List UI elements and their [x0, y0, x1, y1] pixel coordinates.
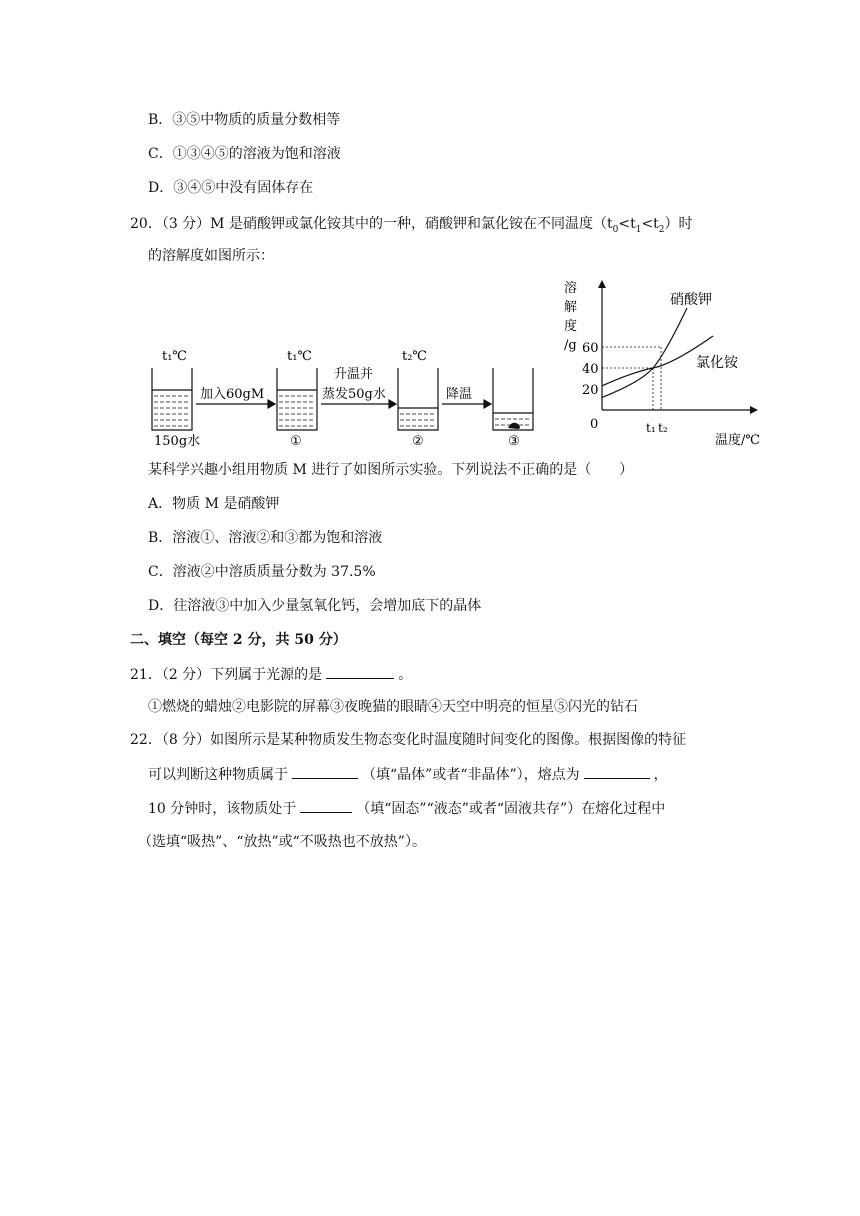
x-axis-arrow: [750, 406, 758, 414]
q20-option-b: [148, 528, 382, 548]
option-letter: A．: [148, 496, 173, 512]
beaker-0-label: 150g水: [154, 434, 201, 449]
q22-line3: [148, 798, 665, 819]
beaker-2-label: ②: [412, 434, 424, 449]
origin-label: 0: [590, 417, 599, 432]
q20-stem-line3: [148, 460, 633, 480]
y-axis-label: 解: [564, 300, 578, 315]
stem-text: （选填“吸热”、“放热”或“不吸热也不放热”）。: [138, 834, 426, 850]
y-tick-label: 20: [582, 383, 599, 398]
subscript: 1: [635, 224, 642, 235]
section-title-text: 二、填空（每空 2 分，共 50 分）: [130, 632, 347, 648]
y-axis-label: /g: [564, 338, 577, 353]
option-letter: B．: [148, 530, 173, 546]
q20-option-c: [148, 562, 376, 582]
beaker-0-temp: t₁℃: [162, 349, 187, 364]
y-axis-arrow: [598, 280, 606, 288]
stem-text: <t: [641, 216, 659, 232]
crystal-precipitate: [508, 423, 520, 429]
answer-blank-2[interactable]: [584, 764, 650, 779]
option-letter: B．: [148, 112, 173, 128]
beaker-2: [398, 368, 438, 430]
option-text: ③⑤中物质的质量分数相等: [172, 112, 341, 128]
option-letter: D．: [148, 180, 174, 196]
q22-line4: [138, 832, 426, 852]
q20-option-a: [148, 494, 279, 514]
y-tick-label: 40: [582, 362, 599, 377]
answer-blank-1[interactable]: [292, 764, 358, 779]
q20-stem-line1: [130, 214, 693, 240]
beaker-2-temp: t₂℃: [402, 349, 427, 364]
stem-text: 。: [398, 667, 413, 683]
arrow-1-label: 加入60gM: [200, 387, 265, 402]
beaker-3: [493, 368, 533, 430]
answer-blank[interactable]: [326, 664, 394, 679]
arrow-2-label-line2: 蒸发50g水: [322, 387, 386, 402]
option-text: ①③④⑤的溶液为饱和溶液: [172, 146, 341, 162]
question-number: 21．: [130, 667, 162, 683]
stem-text: （填“晶体”或者“非晶体”），熔点为: [362, 767, 580, 783]
option-letter: C．: [148, 146, 173, 162]
stem-text: 的溶解度如图所示：: [148, 248, 274, 264]
stem-text: （8 分）如图所示是某种物质发生物态变化时温度随时间变化的图像。根据图像的特征: [161, 732, 687, 748]
q19-option-c: [148, 144, 341, 164]
option-text: 往溶液③中加入少量氢氧化钙，会增加底下的晶体: [173, 598, 482, 614]
subscript: 2: [658, 224, 665, 235]
stem-text: （3 分）M 是硝酸钾或氯化铵其中的一种，硝酸钾和氯化铵在不同温度（t: [161, 216, 613, 232]
solubility-chart: [560, 278, 780, 448]
x-axis-label: 温度/℃: [715, 433, 760, 448]
series-label: 氯化铵: [696, 355, 738, 371]
y-tick-label: 60: [582, 341, 599, 356]
items-text: ①燃烧的蜡烛②电影院的屏幕③夜晚猫的眼睛④天空中明亮的恒星⑤闪光的钻石: [148, 699, 638, 715]
q19-option-d: [148, 178, 313, 198]
question-number: 20．: [130, 216, 162, 232]
stem-text: <t: [618, 216, 636, 232]
option-letter: D．: [148, 598, 174, 614]
stem-text: （2 分）下列属于光源的是: [161, 667, 323, 683]
beaker-1: [277, 368, 317, 430]
option-text: ③④⑤中没有固体存在: [173, 180, 314, 196]
beaker-0: [152, 368, 192, 430]
q20-stem-line2: [148, 246, 274, 266]
y-axis-label: 度: [564, 319, 578, 334]
stem-text: 某科学兴趣小组用物质 M 进行了如图所示实验。下列说法不正确的是（ ）: [148, 462, 634, 478]
arrow-2-label-line1: 升温并: [334, 367, 374, 382]
beaker-3-label: ③: [508, 434, 520, 449]
section-title: [130, 630, 347, 650]
arrow-3-label: 降温: [446, 387, 473, 402]
stem-text: 可以判断这种物质属于: [148, 767, 288, 783]
x-tick-label: t₁: [646, 421, 656, 435]
stem-text: ）时: [664, 216, 693, 232]
q22-line1: [130, 730, 686, 750]
question-number: 22．: [130, 732, 162, 748]
x-tick-label: t₂: [658, 421, 668, 435]
series-label: 硝酸钾: [670, 292, 712, 308]
stem-text: （填“固态”“液态”或者“固液共存”）在熔化过程中: [356, 801, 666, 817]
answer-blank-3[interactable]: [300, 798, 352, 813]
stem-text: 10 分钟时，该物质处于: [148, 801, 297, 817]
option-letter: C．: [148, 564, 173, 580]
q21-items: [148, 697, 638, 717]
option-text: 溶液①、溶液②和③都为饱和溶液: [172, 530, 383, 546]
series-line-potassium-nitrate: [602, 308, 687, 397]
q21-stem: [130, 664, 412, 685]
beaker-1-label: ①: [290, 434, 302, 449]
subscript: 0: [612, 224, 619, 235]
experiment-diagram: [140, 340, 570, 450]
q19-option-b: [148, 110, 340, 130]
q20-option-d: [148, 596, 481, 616]
y-axis-label: 溶: [564, 281, 578, 296]
beaker-1-temp: t₁℃: [287, 349, 312, 364]
q22-line2: [148, 764, 668, 785]
option-text: 物质 M 是硝酸钾: [172, 496, 280, 512]
stem-text: ，: [653, 767, 668, 783]
option-text: 溶液②中溶质质量分数为 37.5%: [172, 564, 376, 580]
